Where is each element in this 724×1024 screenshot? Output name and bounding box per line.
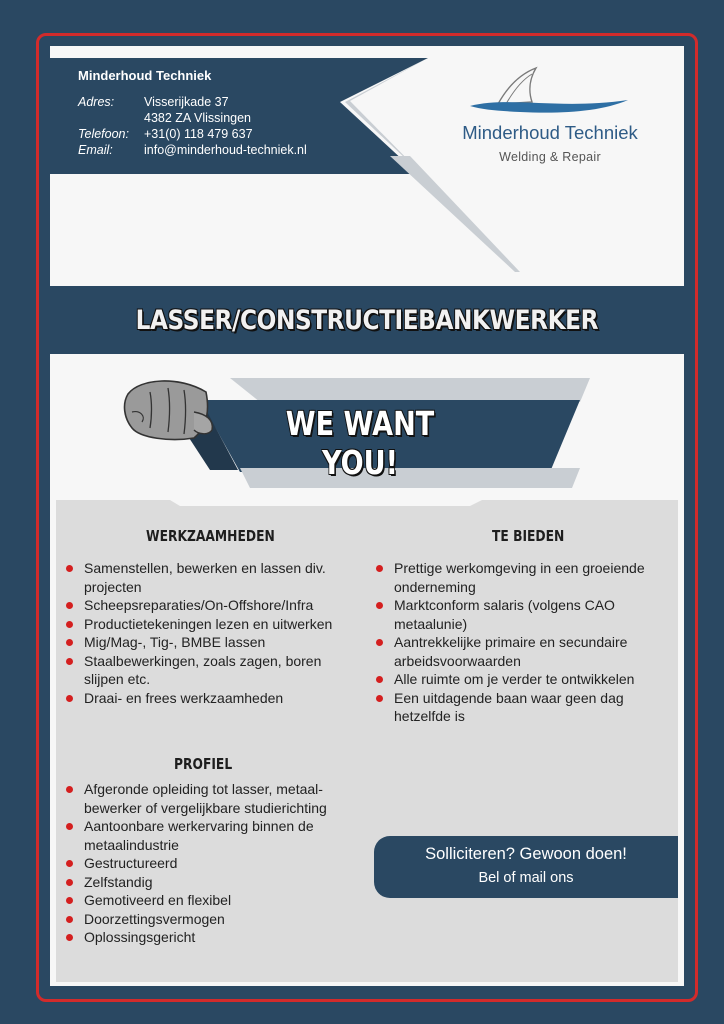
list-item: Doorzettingsvermogen: [66, 910, 356, 929]
contact-row-phone: [78, 126, 307, 142]
contact-row-city: [78, 110, 307, 126]
list-item: Scheepsreparaties/On-Offshore/Infra: [66, 596, 356, 615]
list-item: Alle ruimte om je verder te ontwikkelen: [376, 670, 666, 689]
contact-value: 4382 ZA Vlissingen: [144, 111, 252, 125]
te-bieden-title: TE BIEDEN: [492, 527, 565, 545]
contact-row-email: [78, 142, 307, 158]
list-item: Een uitdagende baan waar geen dag hetzelfde is: [376, 689, 666, 726]
list-item: Aantrekkelijke primaire en secundaire arbeidsvoorwaarden: [376, 633, 666, 670]
company-logo: [450, 66, 650, 196]
list-item: Prettige werkomgeving in een groeiende onderneming: [376, 559, 666, 596]
shark-fin-wave-logo-icon: [450, 66, 650, 126]
list-item: Gemotiveerd en flexibel: [66, 891, 356, 910]
flyer-page: [50, 46, 684, 986]
contact-value: Visserijkade 37: [144, 95, 229, 109]
list-item: Samenstellen, bewerken en lassen div. projecten: [66, 559, 356, 596]
contact-row-address: [78, 94, 307, 110]
logo-tagline: Welding & Repair: [499, 150, 601, 164]
te-bieden-list: [376, 559, 666, 726]
cta-subline: Bel of mail ons: [478, 870, 574, 886]
logo-name: Minderhoud Techniek: [462, 122, 638, 143]
list-item: Aantoonbare werkervaring binnen de metaalindustrie: [66, 817, 356, 854]
profiel-list: [66, 780, 356, 947]
job-title: LASSER/CONSTRUCTIEBANKWERKER: [135, 304, 599, 336]
list-item: Productietekeningen lezen en uitwerken: [66, 615, 356, 634]
list-item: Marktconform salaris (volgens CAO metaalunie): [376, 596, 666, 633]
list-item: Draai- en frees werkzaamheden: [66, 689, 356, 708]
list-item: Mig/Mag-, Tig-, BMBE lassen: [66, 633, 356, 652]
contact-label: Telefoon:: [78, 127, 129, 141]
contact-label: [78, 110, 144, 126]
contact-label: Email:: [78, 143, 113, 157]
contact-value[interactable]: info@minderhoud-techniek.nl: [144, 143, 307, 157]
slogan: WE WANT YOU!: [285, 404, 435, 482]
contact-value[interactable]: +31(0) 118 479 637: [144, 127, 253, 141]
list-item: Staalbewerkingen, zoals zagen, boren slijpen etc.: [66, 652, 356, 689]
list-item: Oplossingsgericht: [66, 928, 356, 947]
company-name: Minderhoud Techniek: [78, 68, 212, 83]
pointing-hand-icon: [125, 381, 213, 440]
contact-block: [78, 94, 307, 158]
list-item: Gestructureerd: [66, 854, 356, 873]
list-item: Zelfstandig: [66, 873, 356, 892]
apply-call-to-action[interactable]: [374, 836, 678, 898]
list-item: Afgeronde opleiding tot lasser, metaal-bewerker of vergelijkbare studierichting: [66, 780, 356, 817]
profiel-title: PROFIEL: [174, 755, 233, 773]
werkzaamheden-title: WERKZAAMHEDEN: [146, 527, 275, 545]
job-title-band: [50, 286, 684, 354]
cta-headline: Solliciteren? Gewoon doen!: [425, 845, 627, 863]
werkzaamheden-list: [66, 559, 356, 707]
contact-label: Adres:: [78, 95, 115, 109]
